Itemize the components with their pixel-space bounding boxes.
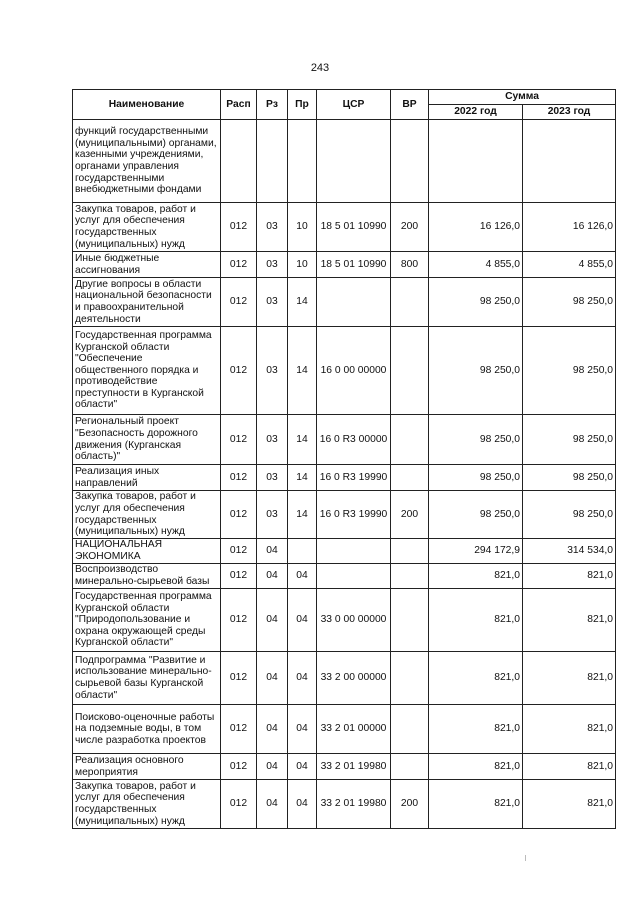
cell-name: Закупка товаров, работ и услуг для обеспечения государственных (муниципальных) нужд — [73, 780, 221, 829]
header-csr: ЦСР — [317, 90, 391, 120]
cell-csr: 16 0 R3 00000 — [317, 415, 391, 465]
scan-mark — [525, 855, 526, 861]
cell-vr: 200 — [391, 203, 429, 252]
cell-name: Региональный проект "Безопасность дорожного движения (Курганская область)" — [73, 415, 221, 465]
cell-pr — [288, 539, 317, 564]
cell-sum-2022: 98 250,0 — [429, 278, 523, 327]
cell-name: Иные бюджетные ассигнования — [73, 252, 221, 278]
cell-name: функций государственными (муниципальными) органами, казенными учреждениями, органами управления государственными внебюджетными фондами — [73, 120, 221, 203]
cell-vr — [391, 327, 429, 415]
cell-rasp: 012 — [221, 539, 257, 564]
cell-pr: 04 — [288, 754, 317, 780]
table-row — [73, 491, 616, 539]
cell-rz: 04 — [257, 564, 288, 589]
cell-sum-2022: 821,0 — [429, 780, 523, 829]
cell-name: Государственная программа Курганской области "Обеспечение общественного порядка и противодействие преступности в Курганской области" — [73, 327, 221, 415]
cell-sum-2022: 4 855,0 — [429, 252, 523, 278]
cell-rasp: 012 — [221, 564, 257, 589]
cell-rz: 04 — [257, 652, 288, 705]
table-row — [73, 252, 616, 278]
cell-sum-2022: 98 250,0 — [429, 327, 523, 415]
cell-csr — [317, 564, 391, 589]
cell-rz: 04 — [257, 539, 288, 564]
table-row — [73, 278, 616, 327]
header-sum: Сумма — [429, 90, 616, 105]
table-row — [73, 415, 616, 465]
budget-table — [72, 89, 616, 829]
cell-vr — [391, 278, 429, 327]
cell-rasp: 012 — [221, 252, 257, 278]
cell-pr: 04 — [288, 652, 317, 705]
table-row — [73, 652, 616, 705]
cell-sum-2023: 98 250,0 — [523, 327, 616, 415]
cell-sum-2023: 314 534,0 — [523, 539, 616, 564]
cell-sum-2023: 821,0 — [523, 705, 616, 754]
cell-csr: 16 0 R3 19990 — [317, 465, 391, 491]
cell-rz: 03 — [257, 465, 288, 491]
cell-rasp — [221, 120, 257, 203]
cell-name: Закупка товаров, работ и услуг для обеспечения государственных (муниципальных) нужд — [73, 491, 221, 539]
cell-vr — [391, 564, 429, 589]
cell-pr: 14 — [288, 491, 317, 539]
table-row — [73, 705, 616, 754]
cell-sum-2023 — [523, 120, 616, 203]
cell-rasp: 012 — [221, 780, 257, 829]
cell-sum-2022: 294 172,9 — [429, 539, 523, 564]
table-row — [73, 754, 616, 780]
cell-csr: 16 0 00 00000 — [317, 327, 391, 415]
header-pr: Пр — [288, 90, 317, 120]
cell-sum-2022: 98 250,0 — [429, 465, 523, 491]
cell-sum-2022: 821,0 — [429, 754, 523, 780]
cell-name: Государственная программа Курганской области "Природопользование и охрана окружающей среды Курганской области" — [73, 589, 221, 652]
cell-sum-2022: 821,0 — [429, 564, 523, 589]
cell-csr: 16 0 R3 19990 — [317, 491, 391, 539]
cell-pr: 14 — [288, 278, 317, 327]
cell-csr: 33 2 01 00000 — [317, 705, 391, 754]
cell-name: НАЦИОНАЛЬНАЯ ЭКОНОМИКА — [73, 539, 221, 564]
cell-csr — [317, 539, 391, 564]
cell-rz: 04 — [257, 780, 288, 829]
cell-csr: 18 5 01 10990 — [317, 203, 391, 252]
cell-sum-2023: 98 250,0 — [523, 415, 616, 465]
cell-name: Поисково-оценочные работы на подземные воды, в том числе разработка проектов — [73, 705, 221, 754]
cell-rasp: 012 — [221, 754, 257, 780]
cell-pr: 04 — [288, 564, 317, 589]
cell-csr — [317, 120, 391, 203]
cell-vr: 200 — [391, 491, 429, 539]
cell-rasp: 012 — [221, 589, 257, 652]
cell-csr: 18 5 01 10990 — [317, 252, 391, 278]
header-year-2022: 2022 год — [429, 105, 523, 120]
cell-name: Реализация иных направлений — [73, 465, 221, 491]
cell-sum-2023: 98 250,0 — [523, 465, 616, 491]
cell-csr: 33 2 01 19980 — [317, 780, 391, 829]
cell-name: Закупка товаров, работ и услуг для обеспечения государственных (муниципальных) нужд — [73, 203, 221, 252]
cell-vr — [391, 589, 429, 652]
header-rasp: Расп — [221, 90, 257, 120]
cell-sum-2023: 821,0 — [523, 754, 616, 780]
cell-sum-2023: 821,0 — [523, 652, 616, 705]
cell-rz: 03 — [257, 415, 288, 465]
table-row — [73, 780, 616, 829]
page-number: 243 — [310, 62, 330, 74]
cell-sum-2022: 821,0 — [429, 652, 523, 705]
table-row — [73, 539, 616, 564]
cell-rz: 03 — [257, 491, 288, 539]
cell-vr — [391, 415, 429, 465]
cell-rasp: 012 — [221, 705, 257, 754]
cell-csr: 33 2 00 00000 — [317, 652, 391, 705]
cell-vr — [391, 705, 429, 754]
cell-vr — [391, 120, 429, 203]
cell-sum-2023: 821,0 — [523, 564, 616, 589]
table-row — [73, 564, 616, 589]
cell-rz: 03 — [257, 252, 288, 278]
header-rz: Рз — [257, 90, 288, 120]
cell-rasp: 012 — [221, 465, 257, 491]
cell-rz: 03 — [257, 327, 288, 415]
cell-csr: 33 0 00 00000 — [317, 589, 391, 652]
cell-vr — [391, 539, 429, 564]
table-row — [73, 327, 616, 415]
cell-sum-2022: 821,0 — [429, 589, 523, 652]
cell-pr: 14 — [288, 327, 317, 415]
cell-pr — [288, 120, 317, 203]
cell-rasp: 012 — [221, 203, 257, 252]
cell-sum-2022 — [429, 120, 523, 203]
table-row — [73, 589, 616, 652]
cell-sum-2023: 16 126,0 — [523, 203, 616, 252]
cell-sum-2023: 98 250,0 — [523, 278, 616, 327]
cell-name: Другие вопросы в области национальной безопасности и правоохранительной деятельности — [73, 278, 221, 327]
table-row — [73, 203, 616, 252]
cell-rz — [257, 120, 288, 203]
cell-sum-2022: 821,0 — [429, 705, 523, 754]
cell-vr — [391, 465, 429, 491]
cell-rz: 04 — [257, 754, 288, 780]
cell-rasp: 012 — [221, 652, 257, 705]
table-row — [73, 465, 616, 491]
cell-pr: 10 — [288, 252, 317, 278]
cell-rasp: 012 — [221, 327, 257, 415]
header-year-2023: 2023 год — [523, 105, 616, 120]
cell-sum-2023: 821,0 — [523, 589, 616, 652]
cell-name: Реализация основного мероприятия — [73, 754, 221, 780]
table-header — [73, 90, 616, 120]
header-vr: ВР — [391, 90, 429, 120]
cell-pr: 14 — [288, 415, 317, 465]
cell-rz: 04 — [257, 589, 288, 652]
cell-pr: 14 — [288, 465, 317, 491]
cell-rasp: 012 — [221, 415, 257, 465]
cell-pr: 04 — [288, 780, 317, 829]
cell-sum-2022: 98 250,0 — [429, 415, 523, 465]
cell-vr — [391, 652, 429, 705]
cell-name: Воспроизводство минерально-сырьевой базы — [73, 564, 221, 589]
cell-csr — [317, 278, 391, 327]
cell-sum-2022: 98 250,0 — [429, 491, 523, 539]
cell-pr: 04 — [288, 705, 317, 754]
cell-sum-2023: 821,0 — [523, 780, 616, 829]
cell-vr — [391, 754, 429, 780]
cell-name: Подпрограмма "Развитие и использование минерально-сырьевой базы Курганской области" — [73, 652, 221, 705]
cell-rasp: 012 — [221, 491, 257, 539]
cell-vr: 800 — [391, 252, 429, 278]
header-name: Наименование — [73, 90, 221, 120]
cell-rz: 04 — [257, 705, 288, 754]
cell-sum-2022: 16 126,0 — [429, 203, 523, 252]
cell-rz: 03 — [257, 203, 288, 252]
cell-pr: 10 — [288, 203, 317, 252]
cell-pr: 04 — [288, 589, 317, 652]
cell-sum-2023: 4 855,0 — [523, 252, 616, 278]
cell-sum-2023: 98 250,0 — [523, 491, 616, 539]
cell-vr: 200 — [391, 780, 429, 829]
cell-rasp: 012 — [221, 278, 257, 327]
cell-csr: 33 2 01 19980 — [317, 754, 391, 780]
table-row — [73, 120, 616, 203]
cell-rz: 03 — [257, 278, 288, 327]
